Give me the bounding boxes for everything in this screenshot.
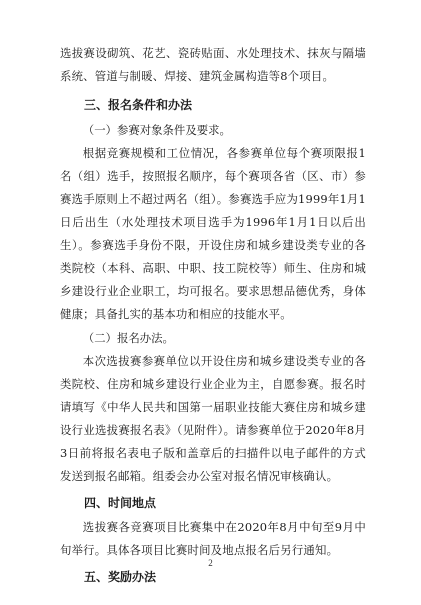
document-body [60, 42, 366, 590]
subheading-method: （二）报名办法。 [82, 331, 174, 345]
paragraph-method: 本次选拔赛参赛单位以开设住房和城乡建设类专业的各类院校、住房和城乡建设行业企业为主，自愿参赛。报名时请填写《中华人民共和国第一届职业技能大赛住房和城乡建设行业选拔赛报名表》（见附件）。请参赛单位于2020年8月3日前将报名表电子版和盖章后的扫描件以电子邮件的方式发送到报名邮箱。组委会办公室对报名情况审核确认。 [60, 354, 366, 483]
subheading-eligibility: （一）参赛对象条件及要求。 [82, 123, 231, 137]
heading-rewards: 五、奖励办法 [84, 570, 157, 584]
page-number: 2 [208, 558, 213, 568]
paragraph-projects: 选拔赛设砌筑、花艺、瓷砖贴面、水处理技术、抹灰与隔墙系统、管道与制暖、焊接、建筑金属构造等8个项目。 [60, 46, 366, 83]
heading-time-location: 四、时间地点 [84, 496, 157, 510]
paragraph-time-location: 选拔赛各竞赛项目比赛集中在2020年8月中旬至9月中旬举行。具体各项目比赛时间及地点报名后另行通知。 [60, 520, 366, 557]
heading-registration: 三、报名条件和办法 [84, 98, 193, 112]
paragraph-eligibility: 根据竞赛规模和工位情况，各参赛单位每个赛项限报1名（组）选手，按照报名顺序，每个赛项各省（区、市）参赛选手原则上不超过两名（组）。参赛选手应为1999年1月1日后出生（水处理技术项目选手为1996年1月1日以后出生）。参赛选手身份不限，开设住房和城乡建设类专业的各类院校（本科、高职、中职、技工院校等）师生、住房和城乡建设行业企业职工，均可报名。要求思想品德优秀，身体健康；具备扎实的基本功和相应的技能水平。 [60, 146, 366, 321]
